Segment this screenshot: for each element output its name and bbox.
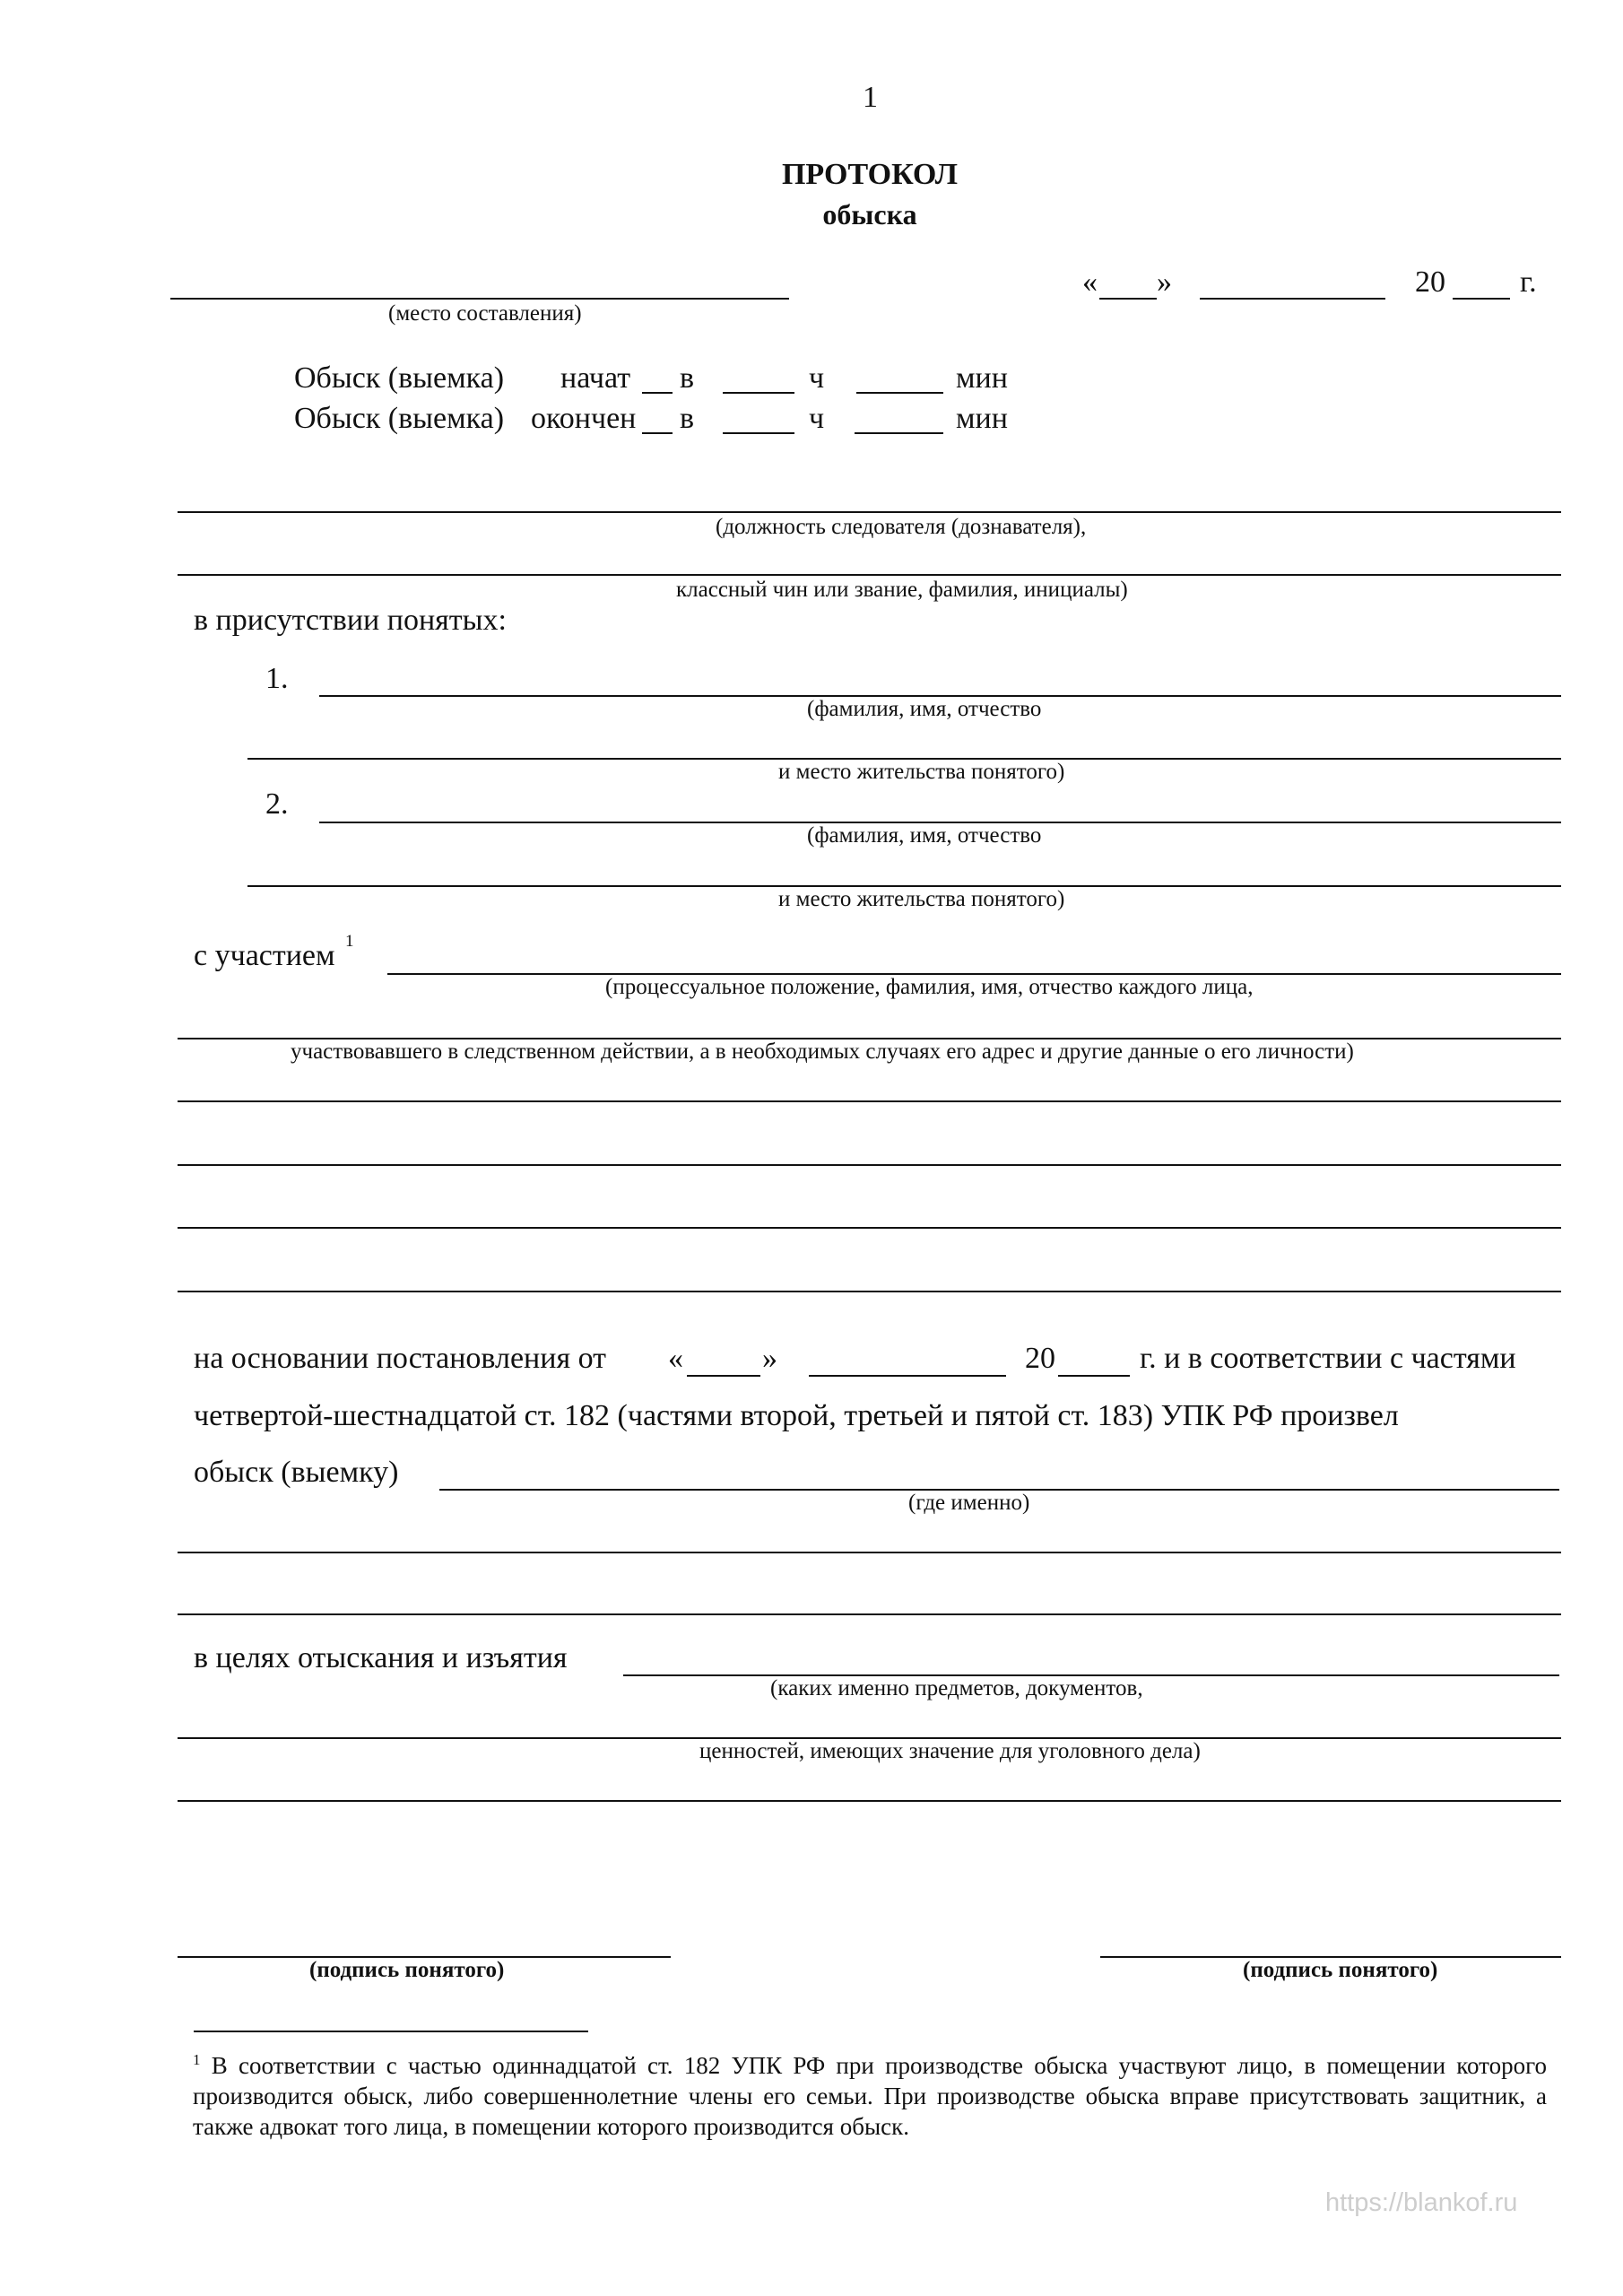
document-title: ПРОТОКОЛ [781, 158, 959, 191]
witness-2-caption-2: и место жительства понятого) [778, 887, 1065, 911]
end-minutes: мин [956, 402, 1008, 435]
date-year-prefix: 20 [1415, 265, 1445, 299]
page-number: 1 [863, 81, 878, 114]
participation-extra-line-4[interactable] [178, 1291, 1561, 1292]
watermark-link[interactable]: https://blankof.ru [1325, 2188, 1518, 2217]
start-minutes: мин [956, 361, 1008, 395]
witness-2-caption-1: (фамилия, имя, отчество [807, 823, 1042, 848]
basis-year-prefix: 20 [1025, 1342, 1055, 1375]
investigator-line-2[interactable] [178, 574, 1561, 576]
participation-label: с участием [194, 939, 335, 972]
basis-quote-close: » [762, 1342, 777, 1375]
witness-1-caption-1: (фамилия, имя, отчество [807, 697, 1042, 721]
purpose-label: в целях отыскания и изъятия [194, 1641, 568, 1674]
footnote [193, 2045, 1547, 2142]
date-day-line[interactable] [1099, 298, 1157, 300]
basis-text-1: на основании постановления от [194, 1342, 606, 1375]
investigator-line-1[interactable] [178, 511, 1561, 513]
participation-footnote-mark: 1 [345, 932, 354, 951]
participation-extra-line-2[interactable] [178, 1164, 1561, 1166]
end-verb: окончен [531, 402, 637, 435]
purpose-caption-2: ценностей, имеющих значение для уголовного дела) [699, 1739, 1201, 1763]
basis-text-2: г. и в соответствии с частями [1140, 1342, 1516, 1375]
date-month-line[interactable] [1200, 298, 1385, 300]
place-line[interactable] [170, 298, 789, 300]
start-hours-line[interactable] [723, 392, 794, 394]
end-hours: ч [809, 402, 825, 435]
date-quote-open: « [1082, 265, 1098, 299]
basis-day-line[interactable] [687, 1375, 760, 1377]
end-label: Обыск (выемка) [294, 402, 505, 435]
end-hours-line[interactable] [723, 432, 794, 434]
footnote-separator [194, 2031, 588, 2032]
purpose-line-3[interactable] [178, 1800, 1561, 1802]
start-hours: ч [809, 361, 825, 395]
participation-extra-line-1[interactable] [178, 1100, 1561, 1102]
start-verb: начат [560, 361, 631, 395]
start-label: Обыск (выемка) [294, 361, 505, 395]
footnote-mark: 1 [193, 2051, 201, 2068]
document-subtitle: обыска [822, 198, 917, 230]
investigator-caption-2: классный чин или звание, фамилия, инициалы) [676, 578, 1128, 602]
participation-extra-line-3[interactable] [178, 1227, 1561, 1229]
witnesses-heading: в присутствии понятых: [194, 604, 507, 637]
witness-1-caption-2: и место жительства понятого) [778, 760, 1065, 784]
participation-caption-1: (процессуальное положение, фамилия, имя, отчество каждого лица, [605, 975, 1254, 999]
date-quote-close: » [1157, 265, 1172, 299]
start-minutes-line[interactable] [856, 392, 943, 394]
basis-text-4: обыск (выемку) [194, 1456, 399, 1489]
basis-year-line[interactable] [1058, 1375, 1130, 1377]
where-caption: (где именно) [908, 1491, 1030, 1515]
basis-quote-open: « [668, 1342, 683, 1375]
footnote-text: В соответствии с частью одиннадцатой ст. 182 УПК РФ при производстве обыска участвуют лицо, в помещении которого производится обыск, либо совершеннолетние члены его семьи. При производстве обыска вправе присутствовать защитник, а также адвокат того лица, в помещении которого производится обыск. [193, 2052, 1548, 2140]
investigator-caption-1: (должность следователя (дознавателя), [716, 515, 1087, 539]
date-year-line[interactable] [1453, 298, 1510, 300]
signature-left-caption: (подпись понятого) [309, 1958, 505, 1982]
signature-right-caption: (подпись понятого) [1243, 1958, 1438, 1982]
date-year-suffix: г. [1520, 265, 1537, 299]
basis-month-line[interactable] [809, 1375, 1006, 1377]
end-minutes-line[interactable] [855, 432, 943, 434]
witness-2-number: 2. [265, 787, 289, 821]
purpose-caption-1: (каких именно предметов, документов, [770, 1676, 1143, 1700]
participation-caption-2: участвовавшего в следственном действии, а в необходимых случаях его адрес и другие данные о его личности) [291, 1039, 1354, 1064]
where-line-3[interactable] [178, 1613, 1561, 1615]
basis-text-3: четвертой-шестнадцатой ст. 182 (частями второй, третьей и пятой ст. 183) УПК РФ произвел [194, 1399, 1399, 1432]
where-line-2[interactable] [178, 1552, 1561, 1553]
place-caption: (место составления) [388, 301, 582, 326]
start-suffix-line[interactable] [642, 392, 673, 394]
start-at: в [680, 361, 695, 395]
witness-1-number: 1. [265, 662, 289, 695]
end-at: в [680, 402, 695, 435]
end-suffix-line[interactable] [642, 432, 673, 434]
